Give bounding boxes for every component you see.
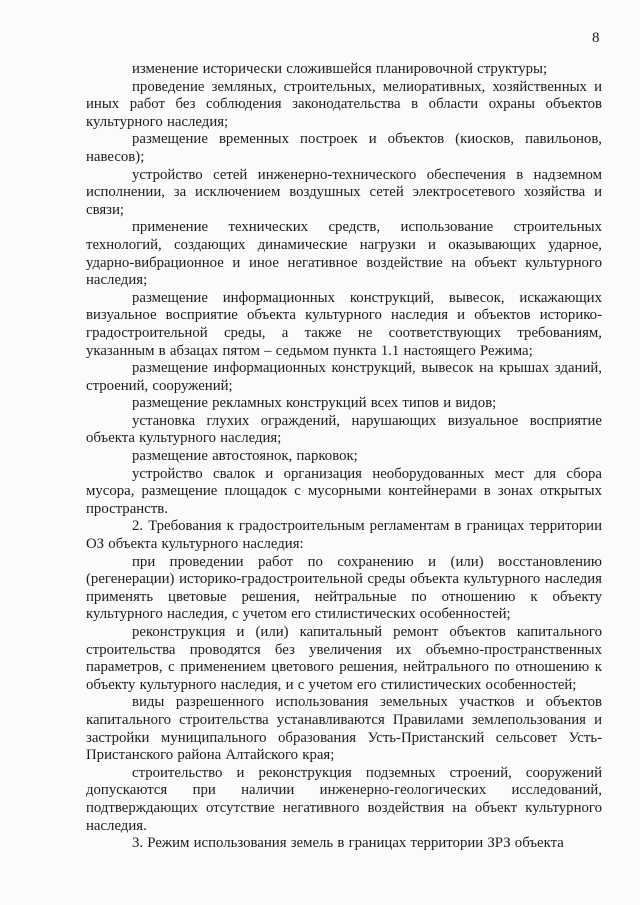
paragraph: размещение рекламных конструкций всех типов и видов; (132, 395, 497, 412)
paragraph: размещение информационных конструкций, вывесок, искажающих визуальное восприятие объекта культурного наследия и объектов историко-градостроительной среды, а также не соответствующих требованиям, указанным в абзацах пятом – седьмом пункта 1.1 настоящего Режима; (86, 289, 602, 359)
page-number: 8 (592, 30, 600, 46)
paragraph: изменение исторически сложившейся планировочной структуры; (132, 61, 548, 77)
paragraph: применение технических средств, использование строительных технологий, создающих динамические нагрузки и оказывающих ударное, ударно-вибрационное и иное негативное воздействие на объект культурного наследия; (86, 219, 602, 289)
section-heading-paragraph: 3. Режим использования земель в границах территории ЗРЗ объекта (132, 835, 564, 852)
paragraph: устройство свалок и организация необорудованных мест для сбора мусора, размещение площадок с мусорными контейнерами в зонах открытых пространств. (86, 465, 602, 517)
paragraph: размещение временных построек и объектов (киосков, павильонов, навесов); (86, 131, 602, 165)
paragraph: размещение автостоянок, парковок; (132, 448, 358, 465)
paragraph: реконструкция и (или) капитальный ремонт объектов капитального строительства проводятся без увеличения их объемно-пространственных параметров, с применением цветового решения, нейтрального по отношению к объекту культурного наследия, и с учетом его стилистических особенностей; (86, 624, 602, 693)
paragraph: строительство и реконструкция подземных строений, сооружений допускаются при наличии инженерно-геологических исследований, подтверждающих отсутствие негативного воздействия на объект культурного наследия. (86, 764, 602, 834)
paragraph: установка глухих ограждений, нарушающих визуальное восприятие объекта культурного наследия; (86, 412, 602, 447)
paragraph: устройство сетей инженерно-технического обеспечения в надземном исполнении, за исключением воздушных сетей электросетевого хозяйства и связи; (86, 166, 602, 218)
section-heading-paragraph: 2. Требования к градостроительным регламентам в границах территории ОЗ объекта культурного наследия: (86, 518, 602, 553)
document-body (86, 61, 602, 853)
paragraph: при проведении работ по сохранению и (или) восстановлению (регенерации) историко-градостроительной среды объекта культурного наследия применять цветовые решения, нейтральные по отношению к объекту культурного наследия, с учетом его стилистических особенностей; (86, 553, 602, 623)
paragraph: виды разрешенного использования земельных участков и объектов капитального строительства устанавливаются Правилами землепользования и застройки муниципального образования Усть-Пристанский сельсовет Усть-Пристанского района Алтайского края; (86, 694, 602, 764)
paragraph: размещение информационных конструкций, вывесок на крышах зданий, строений, сооружений; (86, 360, 602, 394)
paragraph: проведение земляных, строительных, мелиоративных, хозяйственных и иных работ без соблюдения законодательства в области охраны объектов культурного наследия; (86, 78, 602, 130)
